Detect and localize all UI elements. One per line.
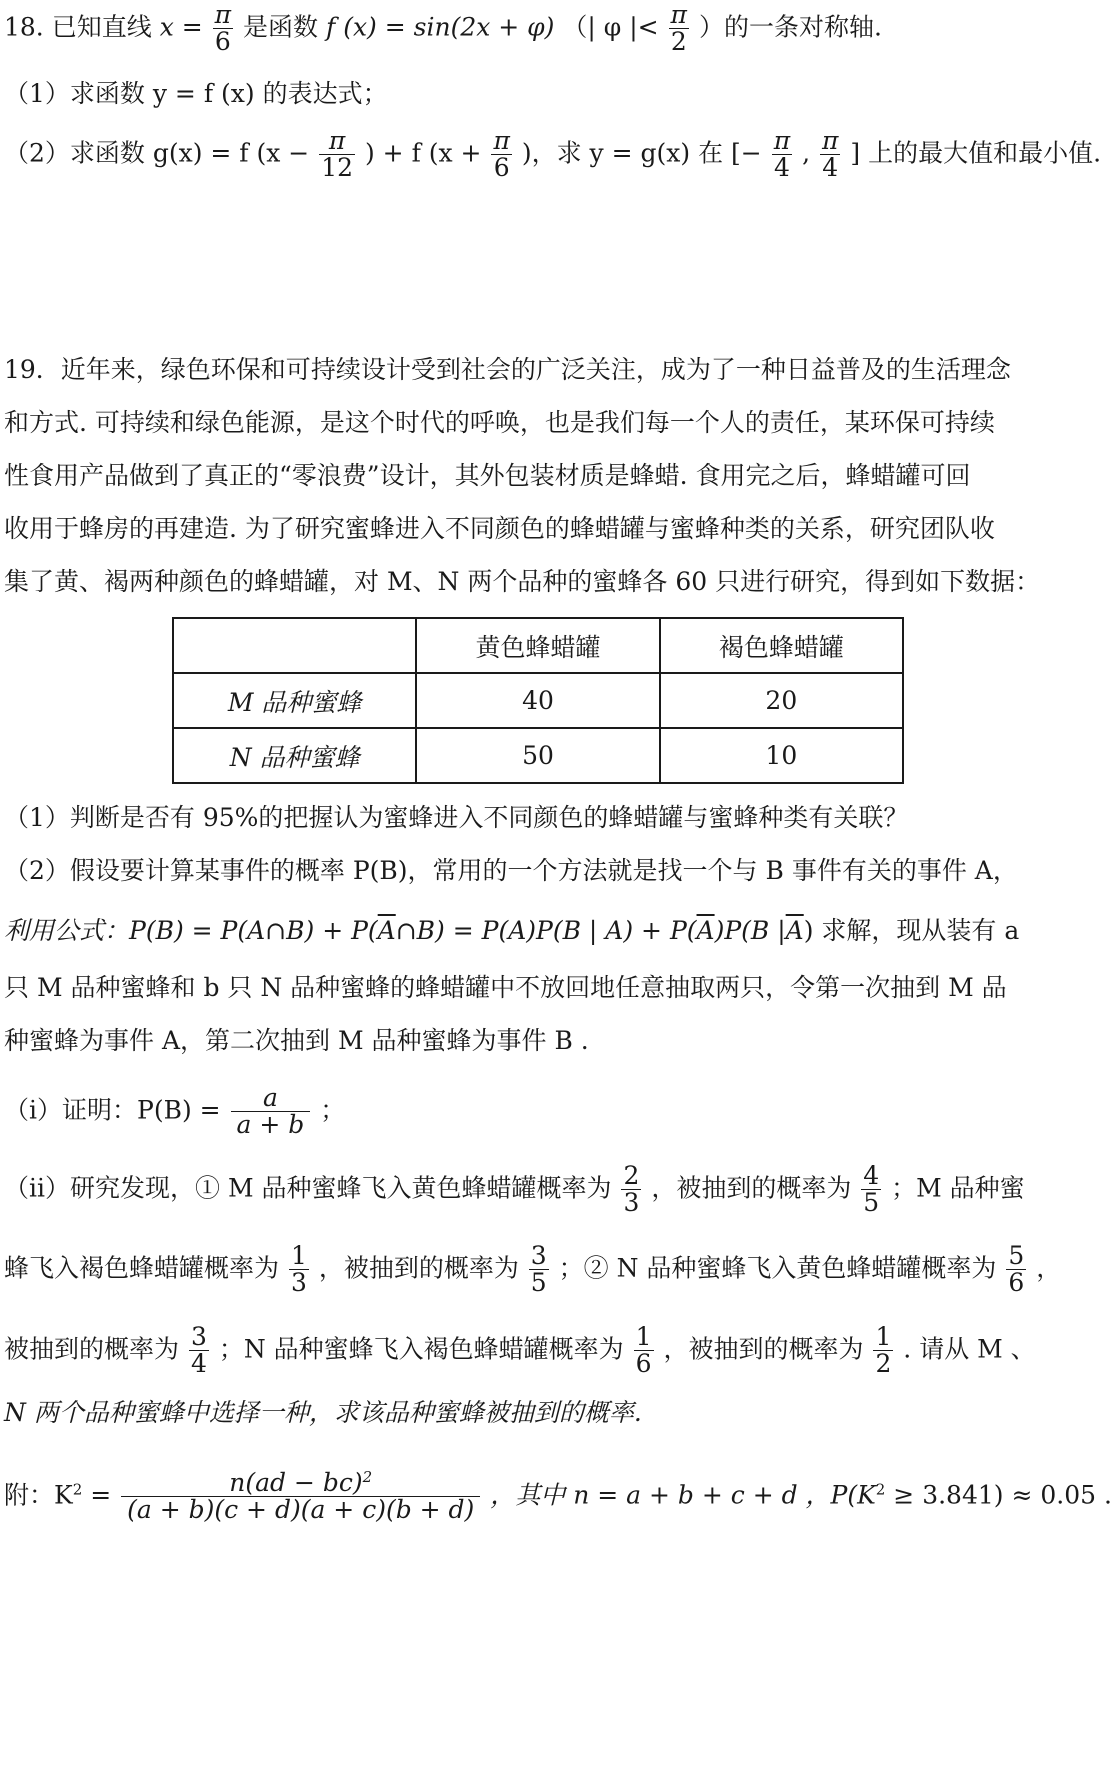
- fraction-pi-4b: $\frac{\pi}{4}$: [821, 126, 839, 183]
- row-label: M 品种蜜蜂: [173, 673, 416, 728]
- fraction-1-3: $\frac{1}{3}$: [290, 1241, 307, 1298]
- appendix-formula: 附：$K^2$ = $\frac{n(ad - bc)^2}{(a + b)(c + d)(a + c)(b + d)}$ ，其中 n = a + b + c + d ，$P(K^2 \ge 3.841) \approx 0.05$ .: [4, 1468, 1112, 1525]
- fraction-pi-12: $\frac{\pi}{12}$: [321, 126, 354, 183]
- q19-part-ii-line3: 被抽到的概率为 $\frac{3}{4}$ ；N 品种蜜蜂飞入褐色蜂蜡罐概率为 $\frac{1}{6}$ ，被抽到的概率为 $\frac{1}{2}$ . 请从 M 、: [4, 1322, 1036, 1379]
- table-header-brown: 褐色蜂蜡罐: [660, 618, 903, 673]
- fraction-k-squared: $\frac{n(ad - bc)^2}{(a + b)(c + d)(a + c)(b + d)}$: [121, 1470, 480, 1524]
- q19-part-ii-line2: 蜂飞入褐色蜂蜡罐概率为 $\frac{1}{3}$ ，被抽到的概率为 $\frac{3}{5}$ ；② N 品种蜜蜂飞入黄色蜂蜡罐概率为 $\frac{5}{6}$ ，: [4, 1241, 1062, 1298]
- fraction-a-over-a-plus-b: $\frac{a}{a + b}$: [231, 1085, 311, 1139]
- row-label: N 品种蜜蜂: [173, 728, 416, 783]
- table-row: [173, 673, 903, 728]
- cell-brown: 20: [660, 673, 903, 728]
- fraction-pi-6b: $\frac{\pi}{6}$: [493, 126, 510, 183]
- q19-para-5: 集了黄、褐两种颜色的蜂蜡罐，对 M、N 两个品种的蜜蜂各 60 只进行研究，得到如下数据：: [4, 567, 1041, 596]
- q18-part1: （1）求函数 y = f (x) 的表达式；: [4, 79, 388, 108]
- q19-part-ii-line4: N 两个品种蜜蜂中选择一种，求该品种蜜蜂被抽到的概率.: [4, 1398, 642, 1427]
- q19-part2-line3: 只 M 品种蜜蜂和 b 只 N 品种蜜蜂的蜂蜡罐中不放回地任意抽取两只，令第一次抽到 M 品: [4, 973, 1007, 1002]
- fraction-5-6: $\frac{5}{6}$: [1008, 1241, 1025, 1298]
- table-header-row: [173, 618, 903, 673]
- a-bar: $\overline{A}$: [785, 916, 804, 945]
- table-header-empty: [173, 618, 416, 673]
- fraction-3-4: $\frac{3}{4}$: [190, 1322, 207, 1379]
- q19-part2-line1: （2）假设要计算某事件的概率 P(B)，常用的一个方法就是找一个与 B 事件有关的事件 A，: [4, 856, 1018, 885]
- fraction-1-2: $\frac{1}{2}$: [875, 1322, 892, 1379]
- fraction-3-5: $\frac{3}{5}$: [530, 1241, 547, 1298]
- q19-para-3: 性食用产品做到了真正的“零浪费”设计，其外包装材质是蜂蜡. 食用完之后，蜂蜡罐可回: [4, 461, 971, 490]
- cell-yellow: 40: [416, 673, 659, 728]
- fraction-2-3: $\frac{2}{3}$: [623, 1161, 640, 1218]
- q19-part1: （1）判断是否有 95%的把握认为蜜蜂进入不同颜色的蜂蜡罐与蜜蜂种类有关联？: [4, 803, 909, 832]
- q19-para-4: 收用于蜂房的再建造. 为了研究蜜蜂进入不同颜色的蜂蜡罐与蜜蜂种类的关系，研究团队收: [4, 514, 995, 543]
- bee-data-table: [172, 617, 904, 784]
- q19-part2-line4: 种蜜蜂为事件 A，第二次抽到 M 品种蜜蜂为事件 B .: [4, 1026, 589, 1055]
- q19-para-1: 19．近年来，绿色环保和可持续设计受到社会的广泛关注，成为了一种日益普及的生活理念: [4, 355, 1011, 384]
- cell-brown: 10: [660, 728, 903, 783]
- table-header-yellow: 黄色蜂蜡罐: [416, 618, 659, 673]
- table-row: [173, 728, 903, 783]
- fraction-pi-6: $\frac{\pi}{6}$: [214, 0, 232, 57]
- q19-part-i: （i）证明：P(B) = $\frac{a}{a + b}$ ；: [4, 1083, 346, 1140]
- q19-part-ii-line1: （ii）研究发现，① M 品种蜜蜂飞入黄色蜂蜡罐概率为 $\frac{2}{3}$ ，被抽到的概率为 $\frac{4}{5}$ ；M 品种蜜: [4, 1161, 1025, 1218]
- q18-stem: 18. 已知直线 x = $\frac{\pi}{6}$ 是函数 f (x) = sin(2x + φ) （| φ |< $\frac{\pi}{2}$ ）的一条对称轴.: [4, 0, 882, 57]
- a-bar: $\overline{A}$: [377, 916, 396, 945]
- q19-para-2: 和方式. 可持续和绿色能源，是这个时代的呼唤，也是我们每一个人的责任，某环保可持续: [4, 408, 995, 437]
- q19-part2-formula: 利用公式：P(B) = P(A∩B) + $P(\overline{A}\cap B) = P(A)P(B$ | $A) + P(\overline{A})P(B$ $|\overline{A}$) 求解，现从装有 a: [4, 916, 1020, 945]
- q18-part2: （2）求函数 g(x) = f (x − $\frac{\pi}{12}$ ) + f (x + $\frac{\pi}{6}$ )，求 y = g(x) 在 [− $\frac{\pi}{4}$ , $\frac{\pi}{4}$ ] 上的最大值和最小值.: [4, 126, 1102, 183]
- fraction-4-5: $\frac{4}{5}$: [863, 1161, 880, 1218]
- a-bar: $\overline{A}$: [696, 916, 715, 945]
- fraction-1-6: $\frac{1}{6}$: [635, 1322, 652, 1379]
- cell-yellow: 50: [416, 728, 659, 783]
- fraction-pi-4a: $\frac{\pi}{4}$: [773, 126, 791, 183]
- fraction-pi-2: $\frac{\pi}{2}$: [670, 0, 687, 57]
